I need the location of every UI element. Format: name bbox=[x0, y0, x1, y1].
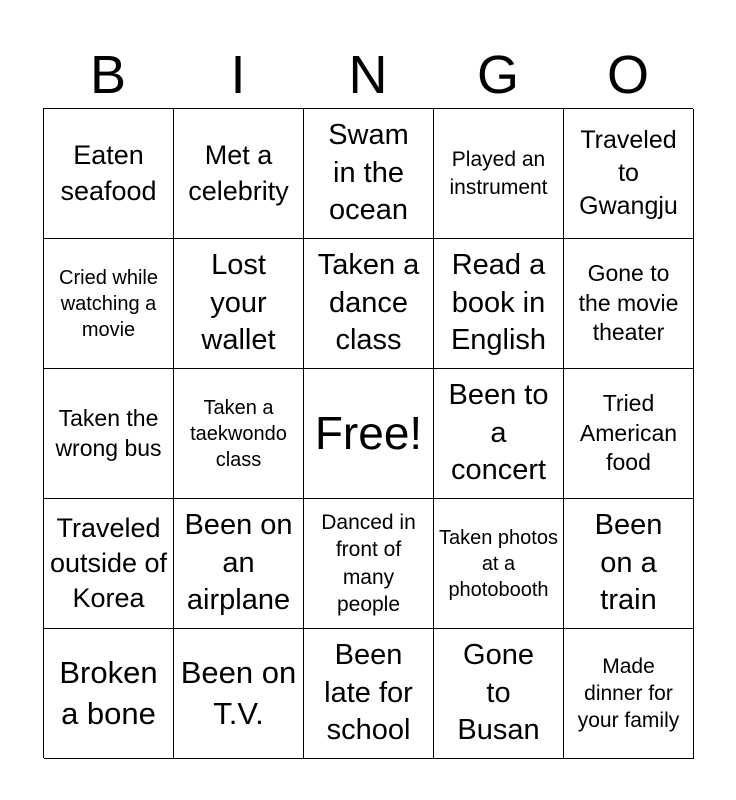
bingo-cell[interactable] bbox=[174, 109, 304, 239]
cell-label: Cried while watching a movie bbox=[59, 266, 158, 341]
cell-label: Gone to Busan bbox=[457, 638, 540, 747]
header-letter-o: O bbox=[606, 45, 649, 105]
cell-label: Taken a dance class bbox=[317, 248, 420, 357]
header-letter-g: G bbox=[476, 45, 519, 105]
bingo-cell[interactable] bbox=[434, 629, 564, 759]
bingo-cell[interactable] bbox=[434, 109, 564, 239]
cell-label: Lost your wallet bbox=[201, 248, 276, 357]
bingo-cell[interactable] bbox=[564, 369, 694, 499]
bingo-cell[interactable] bbox=[44, 369, 174, 499]
bingo-cell[interactable] bbox=[44, 109, 174, 239]
cell-label: Traveled to Gwangju bbox=[579, 126, 678, 220]
header-letter-b: B bbox=[89, 45, 127, 105]
bingo-cell[interactable] bbox=[304, 499, 434, 629]
bingo-cell[interactable] bbox=[434, 369, 564, 499]
bingo-cell[interactable] bbox=[434, 239, 564, 369]
cell-label: Read a book in English bbox=[450, 248, 547, 357]
bingo-cell[interactable] bbox=[174, 499, 304, 629]
cell-label: Swam in the ocean bbox=[328, 118, 409, 227]
cell-label: Been on an airplane bbox=[184, 508, 293, 617]
cell-label: Taken photos at a photobooth bbox=[439, 526, 558, 601]
bingo-cell[interactable] bbox=[44, 239, 174, 369]
cell-label: Taken the wrong bus bbox=[55, 405, 162, 461]
bingo-grid bbox=[43, 108, 693, 758]
bingo-cell[interactable] bbox=[304, 629, 434, 759]
cell-label: Met a celebrity bbox=[188, 140, 289, 206]
bingo-cell[interactable] bbox=[44, 629, 174, 759]
bingo-cell[interactable] bbox=[564, 109, 694, 239]
bingo-cell[interactable] bbox=[564, 239, 694, 369]
cell-label: Been late for school bbox=[324, 638, 413, 747]
cell-label: Been on T.V. bbox=[180, 655, 297, 731]
bingo-cell[interactable] bbox=[304, 109, 434, 239]
bingo-header bbox=[43, 42, 693, 108]
bingo-cell[interactable] bbox=[44, 499, 174, 629]
bingo-cell[interactable] bbox=[564, 499, 694, 629]
cell-label: Gone to the movie theater bbox=[578, 260, 679, 346]
bingo-cell[interactable] bbox=[564, 629, 694, 759]
free-label: Free! bbox=[314, 407, 423, 460]
bingo-cell[interactable] bbox=[174, 629, 304, 759]
cell-label: Taken a taekwondo class bbox=[190, 396, 287, 471]
bingo-cell[interactable] bbox=[304, 239, 434, 369]
bingo-cell[interactable] bbox=[174, 369, 304, 499]
cell-label: Played an instrument bbox=[449, 148, 548, 199]
cell-label: Traveled outside of Korea bbox=[49, 512, 168, 614]
header-letter-i: I bbox=[230, 45, 246, 105]
header-letter-n: N bbox=[348, 45, 388, 105]
free-space[interactable] bbox=[304, 369, 434, 499]
cell-label: Eaten seafood bbox=[60, 140, 157, 206]
cell-label: Danced in front of many people bbox=[321, 510, 416, 616]
bingo-cell[interactable] bbox=[174, 239, 304, 369]
cell-label: Tried American food bbox=[579, 390, 678, 476]
cell-label: Been to a concert bbox=[448, 378, 549, 487]
bingo-cell[interactable] bbox=[434, 499, 564, 629]
cell-label: Broken a bone bbox=[59, 655, 158, 731]
cell-label: Made dinner for your family bbox=[577, 654, 680, 733]
cell-label: Been on a train bbox=[594, 508, 663, 617]
